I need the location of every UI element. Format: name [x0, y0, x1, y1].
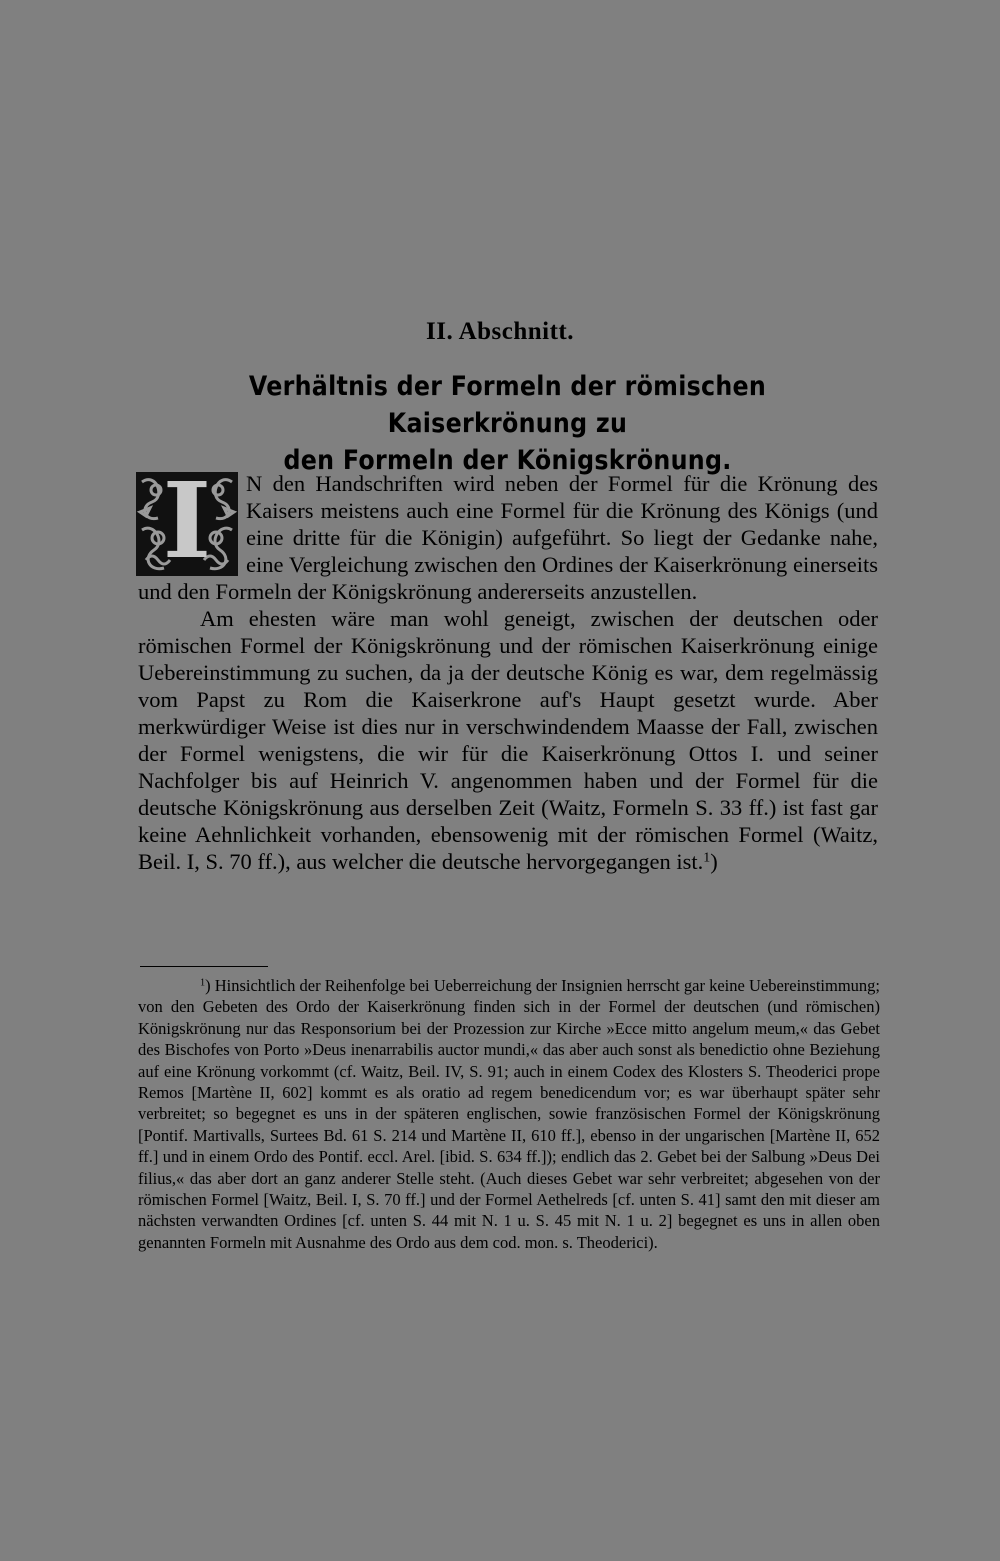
decorated-initial — [136, 472, 238, 576]
chapter-title-line-1: Verhältnis der Formeln der römischen Kaiserkrönung zu — [248, 371, 767, 439]
footnote — [138, 975, 880, 1253]
footnote-reference: 1 — [703, 850, 711, 866]
chapter-title — [167, 368, 849, 479]
section-heading: II. Abschnitt. — [425, 318, 574, 345]
footnote-marker: 1 — [200, 977, 206, 989]
footnote-divider — [140, 966, 268, 967]
chapter-title-line-2: den Formeln der Königskrönung. — [283, 445, 732, 476]
footnote-text: ) Hinsichtlich der Reihenfolge bei Ueberreichung der Insignien herrscht gar keine Uebereinstimmung; von den Gebeten des Ordo der Kaiserkrönung finden sich in der Formel der deutschen (und römischen) Königskrönung nur das Responsorium bei der Prozession zur Kirche »Ecce mitto angelum meum,« das Gebet des Bischofes von Porto »Deus inenarrabilis auctor mundi,« das aber auch sonst als benedictio ohne Beziehung auf eine Krönung vorkommt (cf. Waitz, Beil. IV, S. 91; auch in einem Codex des Klosters S. Theoderici prope Remos [Martène II, 602] kommt es als oratio ad regem benedicendum vor; es war überhaupt später sehr verbreitet; so begegnet es uns in der späteren englischen, sowie französischen Formel der Königskrönung [Pontif. Martivalls, Surtees Bd. 61 S. 214 und Martène II, 610 ff.], ebenso in der ungarischen [Martène II, 652 ff.] und in einem Ordo des Pontif. eccl. Arel. [ibid. S. 634 ff.]); endlich das 2. Gebet bei der Salbung »Deus Dei filius,« das aber dort an ganz anderer Stelle steht. (Auch dieses Gebet war sehr verbreitet; abgesehen von der römischen Formel [Waitz, Beil. I, S. 70 ff.] und der Formel Aethelreds [cf. unten S. 41] samt den mit dieser am nächsten verwandten Ordines [cf. unten S. 44 mit N. 1 u. S. 45 mit N. 1 u. 2] begegnet es uns in allen oben genannten Formeln mit Ausnahme des Ordo aus dem cod. mon. s. Theoderici). — [138, 976, 881, 1252]
paragraph-2-text: Am ehesten wäre man wohl geneigt, zwischen der deutschen oder römischen Formel der Königskrönung und der römischen Kaiserkrönung einige Uebereinstimmung zu suchen, da ja der deutsche König es war, dem regelmässig vom Papst zu Rom die Kaiserkrone auf's Haupt gesetzt wurde. Aber merkwürdiger Weise ist dies nur in verschwindendem Maasse der Fall, zwischen der Formel wenigstens, die wir für die Kaiserkrönung Ottos I. und seiner Nachfolger bis auf Heinrich V. angenommen haben und der Formel für die deutsche Königskrönung aus derselben Zeit (Waitz, Formeln S. 33 ff.) ist fast gar keine Aehnlichkeit vorhanden, ebensowenig mit der römischen Formel (Waitz, Beil. I, S. 70 ff.), aus welcher die deutsche hervorgegangen ist. — [138, 606, 878, 874]
paragraph-2: Am ehesten wäre man wohl geneigt, zwischen der deutschen oder römischen Formel der Königskrönung und der römischen Kaiserkrönung einige Uebereinstimmung zu suchen, da ja der deutsche König es war, dem regelmässig vom Papst zu Rom die Kaiserkrone auf's Haupt gesetzt wurde. Aber merkwürdiger Weise ist dies nur in verschwindendem Maasse der Fall, zwischen der Formel wenigstens, die wir für die Kaiserkrönung Ottos I. und seiner Nachfolger bis auf Heinrich V. angenommen haben und der Formel für die deutsche Königskrönung aus derselben Zeit (Waitz, Formeln S. 33 ff.) ist fast gar keine Aehnlichkeit vorhanden, ebensowenig mit der römischen Formel (Waitz, Beil. I, S. 70 ff.), aus welcher die deutsche hervorgegangen ist.$^1$) — [138, 606, 878, 874]
body-text — [138, 470, 878, 875]
paragraph-1: N den Handschriften wird neben der Formel für die Krönung des Kaisers meistens auch eine Formel für die Krönung des Königs (und eine dritte für die Königin) aufgeführt. So liegt der Gedanke nahe, eine Vergleichung zwischen den Ordines der Kaiserkrönung einerseits und den Formeln der Königskrönung andererseits anzustellen. — [138, 471, 878, 604]
drop-cap-letter: I — [162, 472, 212, 576]
